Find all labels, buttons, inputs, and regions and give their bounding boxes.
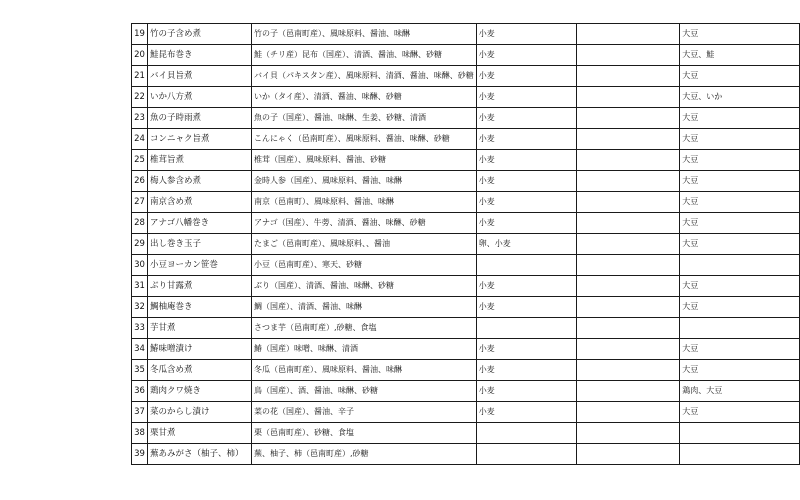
row-number-cell: 33 <box>132 318 148 339</box>
table-row <box>132 423 800 444</box>
allergen-soy-cell: 大豆、いか <box>680 87 800 108</box>
allergen-soy-cell: 大豆 <box>680 402 800 423</box>
ingredients-cell: 栗（邑南町産）、砂糖、食塩 <box>251 423 476 444</box>
row-number-cell: 31 <box>132 276 148 297</box>
allergen-wheat-egg-cell: 小麦 <box>476 276 576 297</box>
allergen-soy-cell: 大豆 <box>680 108 800 129</box>
allergen-soy-cell: 大豆 <box>680 234 800 255</box>
ingredients-cell: アナゴ（国産）、牛蒡、清酒、醤油、味醂、砂糖 <box>251 213 476 234</box>
allergen-soy-cell: 大豆 <box>680 24 800 45</box>
allergen-soy-cell: 大豆 <box>680 150 800 171</box>
allergen-other-cell <box>576 297 680 318</box>
allergen-soy-cell: 大豆 <box>680 276 800 297</box>
allergen-soy-cell: 大豆 <box>680 171 800 192</box>
allergen-wheat-egg-cell: 小麦 <box>476 192 576 213</box>
allergen-soy-cell: 大豆 <box>680 66 800 87</box>
allergen-other-cell <box>576 45 680 66</box>
allergen-other-cell <box>576 381 680 402</box>
allergen-wheat-egg-cell <box>476 423 576 444</box>
table-row <box>132 66 800 87</box>
allergen-soy-cell: 大豆 <box>680 129 800 150</box>
ingredients-cell: たまご（邑南町産）、風味原料、、醤油 <box>251 234 476 255</box>
dish-name-cell: いか八方煮 <box>147 87 251 108</box>
ingredients-cell: こんにゃく（邑南町産）、風味原料、醤油、味醂、砂糖 <box>251 129 476 150</box>
table-row <box>132 150 800 171</box>
allergen-wheat-egg-cell <box>476 255 576 276</box>
ingredients-cell: さつま芋（邑南町産）,砂糖、食塩 <box>251 318 476 339</box>
allergen-wheat-egg-cell: 小麦 <box>476 150 576 171</box>
allergen-other-cell <box>576 171 680 192</box>
dish-name-cell: 出し巻き玉子 <box>147 234 251 255</box>
row-number-cell: 19 <box>132 24 148 45</box>
allergen-wheat-egg-cell: 小麦 <box>476 129 576 150</box>
allergen-soy-cell <box>680 255 800 276</box>
table-row <box>132 213 800 234</box>
row-number-cell: 20 <box>132 45 148 66</box>
dish-name-cell: アナゴ八幡巻き <box>147 213 251 234</box>
allergen-wheat-egg-cell: 小麦 <box>476 87 576 108</box>
allergen-other-cell <box>576 234 680 255</box>
ingredients-cell: 金時人参（国産）、風味原料、醤油、味醂 <box>251 171 476 192</box>
row-number-cell: 36 <box>132 381 148 402</box>
dish-name-cell: 南京含め煮 <box>147 192 251 213</box>
table-row <box>132 297 800 318</box>
dish-name-cell: 蕪あみがさ（柚子、柿） <box>147 444 251 465</box>
table-row <box>132 255 800 276</box>
row-number-cell: 25 <box>132 150 148 171</box>
row-number-cell: 39 <box>132 444 148 465</box>
row-number-cell: 23 <box>132 108 148 129</box>
row-number-cell: 21 <box>132 66 148 87</box>
ingredients-cell: 蕪、柚子、柿（邑南町産）,砂糖 <box>251 444 476 465</box>
ingredients-cell: 鮭（チリ産）昆布（国産）、清酒、醤油、味醂、砂糖 <box>251 45 476 66</box>
allergen-wheat-egg-cell: 小麦 <box>476 66 576 87</box>
row-number-cell: 27 <box>132 192 148 213</box>
allergen-soy-cell: 大豆 <box>680 339 800 360</box>
ingredients-cell: 魚の子（国産）、醤油、味醂、生姜、砂糖、清酒 <box>251 108 476 129</box>
allergen-table <box>131 23 800 465</box>
row-number-cell: 28 <box>132 213 148 234</box>
table-row <box>132 171 800 192</box>
table-row <box>132 402 800 423</box>
table-row <box>132 339 800 360</box>
allergen-other-cell <box>576 24 680 45</box>
ingredients-cell: ぶり（国産）、清酒、醤油、味醂、砂糖 <box>251 276 476 297</box>
allergen-table-body <box>132 24 800 465</box>
allergen-soy-cell <box>680 444 800 465</box>
allergen-wheat-egg-cell: 小麦 <box>476 213 576 234</box>
allergen-wheat-egg-cell: 小麦 <box>476 24 576 45</box>
allergen-other-cell <box>576 318 680 339</box>
ingredients-cell: 菜の花（国産）、醤油、辛子 <box>251 402 476 423</box>
row-number-cell: 29 <box>132 234 148 255</box>
row-number-cell: 26 <box>132 171 148 192</box>
allergen-soy-cell: 大豆 <box>680 297 800 318</box>
allergen-wheat-egg-cell: 小麦 <box>476 381 576 402</box>
allergen-wheat-egg-cell <box>476 444 576 465</box>
allergen-soy-cell <box>680 423 800 444</box>
allergen-soy-cell: 大豆 <box>680 213 800 234</box>
ingredients-cell: 鰆（国産）味噌、味醂、清酒 <box>251 339 476 360</box>
table-row <box>132 444 800 465</box>
dish-name-cell: 鶏肉クワ焼き <box>147 381 251 402</box>
table-row <box>132 318 800 339</box>
ingredients-cell: 冬瓜（邑南町産）、風味原料、醤油、味醂 <box>251 360 476 381</box>
row-number-cell: 22 <box>132 87 148 108</box>
dish-name-cell: 竹の子含め煮 <box>147 24 251 45</box>
allergen-other-cell <box>576 87 680 108</box>
table-row <box>132 192 800 213</box>
allergen-other-cell <box>576 150 680 171</box>
dish-name-cell: 芋甘煮 <box>147 318 251 339</box>
table-row <box>132 381 800 402</box>
ingredients-cell: 南京（邑南町）、風味原料、醤油、味醂 <box>251 192 476 213</box>
allergen-wheat-egg-cell: 小麦 <box>476 45 576 66</box>
allergen-other-cell <box>576 192 680 213</box>
table-row <box>132 45 800 66</box>
allergen-soy-cell: 大豆、鮭 <box>680 45 800 66</box>
allergen-wheat-egg-cell: 小麦 <box>476 402 576 423</box>
row-number-cell: 37 <box>132 402 148 423</box>
allergen-other-cell <box>576 108 680 129</box>
ingredients-cell: 竹の子（邑南町産）、風味原料、醤油、味醂 <box>251 24 476 45</box>
dish-name-cell: 小豆ヨーカン笹巻 <box>147 255 251 276</box>
table-row <box>132 276 800 297</box>
row-number-cell: 30 <box>132 255 148 276</box>
dish-name-cell: ぶり甘露煮 <box>147 276 251 297</box>
dish-name-cell: コンニャク旨煮 <box>147 129 251 150</box>
row-number-cell: 24 <box>132 129 148 150</box>
allergen-other-cell <box>576 444 680 465</box>
allergen-soy-cell: 大豆 <box>680 192 800 213</box>
table-row <box>132 234 800 255</box>
table-row <box>132 360 800 381</box>
dish-name-cell: 鮭昆布巻き <box>147 45 251 66</box>
dish-name-cell: 冬瓜含め煮 <box>147 360 251 381</box>
allergen-wheat-egg-cell: 小麦 <box>476 360 576 381</box>
dish-name-cell: 栗甘煮 <box>147 423 251 444</box>
allergen-other-cell <box>576 255 680 276</box>
dish-name-cell: 鰆味噌漬け <box>147 339 251 360</box>
allergen-wheat-egg-cell: 卵、小麦 <box>476 234 576 255</box>
dish-name-cell: 椎茸旨煮 <box>147 150 251 171</box>
allergen-soy-cell: 鶏肉、大豆 <box>680 381 800 402</box>
row-number-cell: 35 <box>132 360 148 381</box>
allergen-other-cell <box>576 402 680 423</box>
dish-name-cell: 梅人参含め煮 <box>147 171 251 192</box>
dish-name-cell: 菜のからし漬け <box>147 402 251 423</box>
allergen-other-cell <box>576 66 680 87</box>
allergen-wheat-egg-cell: 小麦 <box>476 339 576 360</box>
table-row <box>132 129 800 150</box>
dish-name-cell: 魚の子時雨煮 <box>147 108 251 129</box>
allergen-wheat-egg-cell: 小麦 <box>476 171 576 192</box>
ingredients-cell: 鯛（国産）、清酒、醤油、味醂 <box>251 297 476 318</box>
dish-name-cell: バイ貝旨煮 <box>147 66 251 87</box>
table-row <box>132 108 800 129</box>
allergen-other-cell <box>576 213 680 234</box>
row-number-cell: 32 <box>132 297 148 318</box>
allergen-other-cell <box>576 129 680 150</box>
allergen-other-cell <box>576 360 680 381</box>
ingredients-cell: 鳥（国産）、酒、醤油、味醂、砂糖 <box>251 381 476 402</box>
row-number-cell: 34 <box>132 339 148 360</box>
allergen-soy-cell: 大豆 <box>680 360 800 381</box>
ingredients-cell: バイ貝（パキスタン産）、風味原料、清酒、醤油、味醂、砂糖 <box>251 66 476 87</box>
ingredients-cell: いか（タイ産）、清酒、醤油、味醂、砂糖 <box>251 87 476 108</box>
allergen-wheat-egg-cell <box>476 318 576 339</box>
allergen-other-cell <box>576 423 680 444</box>
allergen-other-cell <box>576 339 680 360</box>
ingredients-cell: 小豆（邑南町産）、寒天、砂糖 <box>251 255 476 276</box>
allergen-other-cell <box>576 276 680 297</box>
allergen-wheat-egg-cell: 小麦 <box>476 108 576 129</box>
ingredients-cell: 椎茸（国産）、風味原料、醤油、砂糖 <box>251 150 476 171</box>
allergen-soy-cell <box>680 318 800 339</box>
table-row <box>132 87 800 108</box>
dish-name-cell: 鯛柚庵巻き <box>147 297 251 318</box>
allergen-wheat-egg-cell: 小麦 <box>476 297 576 318</box>
row-number-cell: 38 <box>132 423 148 444</box>
table-row <box>132 24 800 45</box>
